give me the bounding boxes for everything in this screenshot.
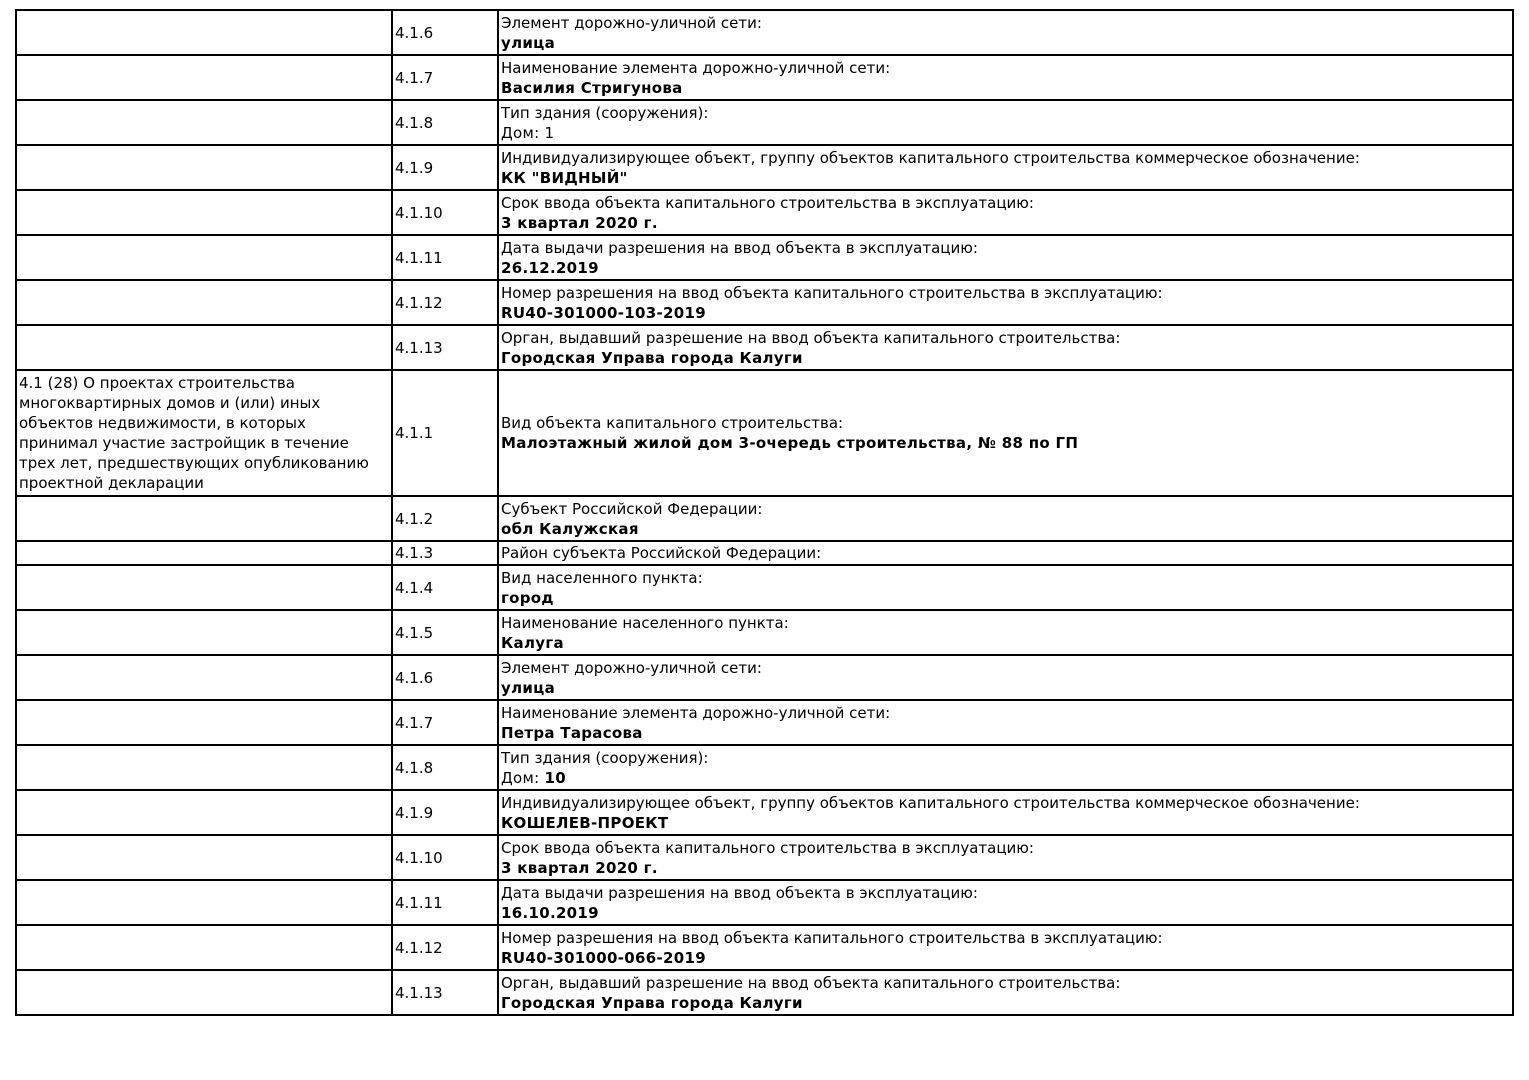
item-number: 4.1.4 xyxy=(392,565,498,610)
item-label: Район субъекта Российской Федерации: xyxy=(501,544,822,562)
item-content xyxy=(498,745,1513,790)
section-cell xyxy=(16,370,392,496)
table-row xyxy=(16,700,1513,745)
section-cell xyxy=(16,970,392,1015)
item-label: Номер разрешения на ввод объекта капитального строительства в эксплуатацию: xyxy=(501,928,1163,947)
section-cell xyxy=(16,496,392,541)
item-content xyxy=(498,145,1513,190)
item-number: 4.1.13 xyxy=(392,970,498,1015)
item-value: обл Калужская xyxy=(501,519,639,538)
item-value: Городская Управа города Калуги xyxy=(501,348,803,367)
table-row xyxy=(16,541,1513,565)
item-value: Василия Стригунова xyxy=(501,78,683,97)
item-label: Орган, выдавший разрешение на ввод объекта капитального строительства: xyxy=(501,328,1121,347)
item-value: Городская Управа города Калуги xyxy=(501,993,803,1012)
item-value: RU40-301000-103-2019 xyxy=(501,303,706,322)
item-number: 4.1.9 xyxy=(392,145,498,190)
table-row xyxy=(16,970,1513,1015)
item-number: 4.1.11 xyxy=(392,880,498,925)
table-row xyxy=(16,745,1513,790)
item-label: Субъект Российской Федерации: xyxy=(501,499,763,518)
item-label: Дата выдачи разрешения на ввод объекта в эксплуатацию: xyxy=(501,883,978,902)
item-number: 4.1.10 xyxy=(392,190,498,235)
item-label: Номер разрешения на ввод объекта капитального строительства в эксплуатацию: xyxy=(501,283,1163,302)
item-content xyxy=(498,55,1513,100)
section-cell xyxy=(16,880,392,925)
item-value: КОШЕЛЕВ-ПРОЕКТ xyxy=(501,813,669,832)
item-number: 4.1.5 xyxy=(392,610,498,655)
item-number: 4.1.13 xyxy=(392,325,498,370)
section-title: 4.1 (28) О проектах строительства многоквартирных домов и (или) иных объектов недвижимости, в которых принимал участие застройщик в течение трех лет, предшествующих опубликованию проектной декларации xyxy=(19,374,369,492)
section-cell xyxy=(16,100,392,145)
item-content xyxy=(498,970,1513,1015)
table-row xyxy=(16,280,1513,325)
table-row xyxy=(16,370,1513,496)
item-content xyxy=(498,541,1513,565)
item-content xyxy=(498,790,1513,835)
item-number: 4.1.7 xyxy=(392,700,498,745)
item-value: улица xyxy=(501,678,556,697)
item-number: 4.1.8 xyxy=(392,100,498,145)
item-content xyxy=(498,235,1513,280)
item-number: 4.1.1 xyxy=(392,370,498,496)
item-content xyxy=(498,10,1513,55)
item-label: Индивидуализирующее объект, группу объектов капитального строительства коммерческое обозначение: xyxy=(501,148,1360,167)
section-cell xyxy=(16,10,392,55)
item-content xyxy=(498,496,1513,541)
table-row xyxy=(16,880,1513,925)
item-label: Дата выдачи разрешения на ввод объекта в эксплуатацию: xyxy=(501,238,978,257)
table-row xyxy=(16,835,1513,880)
item-value: 3 квартал 2020 г. xyxy=(501,213,658,232)
item-label: Элемент дорожно-уличной сети: xyxy=(501,658,762,677)
section-cell xyxy=(16,235,392,280)
table-row xyxy=(16,235,1513,280)
item-label: Срок ввода объекта капитального строительства в эксплуатацию: xyxy=(501,193,1034,212)
table-row xyxy=(16,496,1513,541)
item-number: 4.1.6 xyxy=(392,10,498,55)
value-number: 1 xyxy=(544,123,555,142)
item-number: 4.1.10 xyxy=(392,835,498,880)
table-row xyxy=(16,925,1513,970)
section-cell xyxy=(16,835,392,880)
section-cell xyxy=(16,655,392,700)
item-number: 4.1.3 xyxy=(392,541,498,565)
table-row xyxy=(16,790,1513,835)
item-label: Тип здания (сооружения): xyxy=(501,103,709,122)
item-content xyxy=(498,325,1513,370)
item-content xyxy=(498,700,1513,745)
item-label: Тип здания (сооружения): xyxy=(501,748,709,767)
item-label: Вид населенного пункта: xyxy=(501,568,703,587)
item-content xyxy=(498,100,1513,145)
section-cell xyxy=(16,541,392,565)
item-value: Петра Тарасова xyxy=(501,723,643,742)
item-content xyxy=(498,370,1513,496)
item-label: Индивидуализирующее объект, группу объектов капитального строительства коммерческое обозначение: xyxy=(501,793,1360,812)
item-number: 4.1.2 xyxy=(392,496,498,541)
item-content xyxy=(498,610,1513,655)
item-content xyxy=(498,925,1513,970)
item-number: 4.1.11 xyxy=(392,235,498,280)
item-number: 4.1.7 xyxy=(392,55,498,100)
item-number: 4.1.12 xyxy=(392,925,498,970)
item-content xyxy=(498,190,1513,235)
table-row xyxy=(16,10,1513,55)
item-value: RU40-301000-066-2019 xyxy=(501,948,706,967)
section-cell xyxy=(16,145,392,190)
section-cell xyxy=(16,745,392,790)
item-content xyxy=(498,835,1513,880)
value-prefix: Дом: xyxy=(501,123,545,142)
item-label: Наименование элемента дорожно-уличной сети: xyxy=(501,58,891,77)
table-row xyxy=(16,565,1513,610)
section-cell xyxy=(16,280,392,325)
item-value: Малоэтажный жилой дом 3-очередь строительства, № 88 по ГП xyxy=(501,434,1079,452)
item-number: 4.1.9 xyxy=(392,790,498,835)
item-value: улица xyxy=(501,33,556,52)
item-number: 4.1.12 xyxy=(392,280,498,325)
item-value xyxy=(501,768,1510,788)
table-row xyxy=(16,55,1513,100)
item-content xyxy=(498,565,1513,610)
table-row xyxy=(16,100,1513,145)
table-row xyxy=(16,190,1513,235)
item-label: Срок ввода объекта капитального строительства в эксплуатацию: xyxy=(501,838,1034,857)
item-content xyxy=(498,280,1513,325)
item-value: КК "ВИДНЫЙ" xyxy=(501,168,628,187)
section-cell xyxy=(16,190,392,235)
item-label: Наименование населенного пункта: xyxy=(501,613,789,632)
section-cell xyxy=(16,565,392,610)
item-label: Орган, выдавший разрешение на ввод объекта капитального строительства: xyxy=(501,973,1121,992)
item-label: Вид объекта капитального строительства: xyxy=(501,414,844,432)
value-number: 10 xyxy=(544,768,567,787)
item-value xyxy=(501,123,1510,143)
item-value: 26.12.2019 xyxy=(501,258,599,277)
item-number: 4.1.6 xyxy=(392,655,498,700)
item-content xyxy=(498,880,1513,925)
declaration-table xyxy=(15,9,1514,1016)
value-prefix: Дом: xyxy=(501,768,545,787)
section-cell xyxy=(16,55,392,100)
section-cell xyxy=(16,790,392,835)
section-cell xyxy=(16,610,392,655)
item-value: 3 квартал 2020 г. xyxy=(501,858,658,877)
item-value: город xyxy=(501,588,554,607)
item-value: 16.10.2019 xyxy=(501,903,599,922)
table-row xyxy=(16,610,1513,655)
item-number: 4.1.8 xyxy=(392,745,498,790)
section-cell xyxy=(16,325,392,370)
table-row xyxy=(16,145,1513,190)
section-cell xyxy=(16,700,392,745)
item-value: Калуга xyxy=(501,633,564,652)
item-content xyxy=(498,655,1513,700)
item-label: Элемент дорожно-уличной сети: xyxy=(501,13,762,32)
section-cell xyxy=(16,925,392,970)
table-row xyxy=(16,655,1513,700)
table-row xyxy=(16,325,1513,370)
item-label: Наименование элемента дорожно-уличной сети: xyxy=(501,703,891,722)
